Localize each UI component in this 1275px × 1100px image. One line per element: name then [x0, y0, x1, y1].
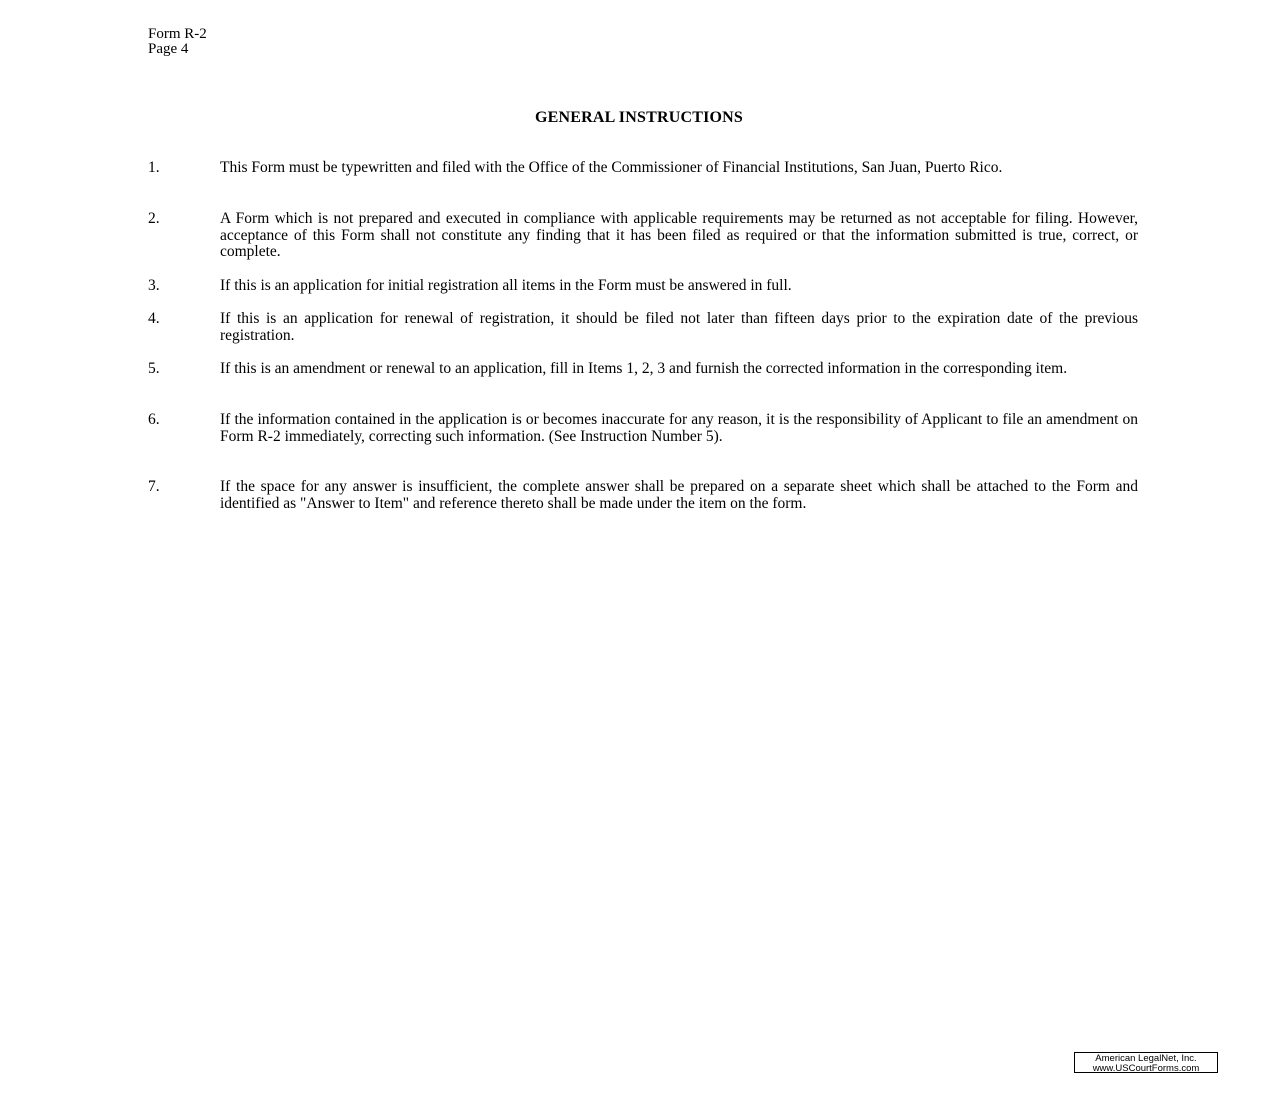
instruction-number: 7. [148, 478, 160, 495]
publisher-stamp [1074, 1052, 1218, 1073]
publisher-url: www.USCourtForms.com [1092, 1063, 1200, 1074]
instruction-text: If this is an application for initial registration all items in the Form must be answered in full. [220, 277, 792, 294]
instruction-text: A Form which is not prepared and executed in compliance with applicable requirements may be returned as not acceptable for filing. However, acceptance of this Form shall not constitute any finding that it has been filed as required or that the information submitted is true, correct, or complete. [220, 210, 1138, 260]
instruction-text: If the space for any answer is insufficient, the complete answer shall be prepared on a separate sheet which shall be attached to the Form and identified as "Answer to Item" and reference thereto shall be made under the item on the form. [220, 478, 1138, 512]
instruction-text: If this is an amendment or renewal to an application, fill in Items 1, 2, 3 and furnish the corrected information in the corresponding item. [220, 360, 1068, 377]
instruction-text: If the information contained in the application is or becomes inaccurate for any reason, it is the responsibility of Applicant to file an amendment on Form R-2 immediately, correcting such information. (See Instruction Number 5). [220, 411, 1138, 445]
page-number: Page 4 [148, 41, 189, 57]
instruction-number: 1. [148, 159, 160, 176]
instruction-number: 6. [148, 411, 160, 428]
page-header [148, 27, 207, 57]
instruction-number: 5. [148, 360, 160, 377]
publisher-name: American LegalNet, Inc. [1095, 1053, 1197, 1064]
instruction-number: 2. [148, 210, 160, 227]
instruction-text: If this is an application for renewal of registration, it should be filed not later than fifteen days prior to the expiration date of the previous registration. [220, 310, 1138, 344]
page-title: GENERAL INSTRUCTIONS [534, 109, 744, 126]
form-id: Form R-2 [148, 26, 207, 42]
instruction-number: 3. [148, 277, 160, 294]
instruction-number: 4. [148, 310, 160, 327]
instruction-text: This Form must be typewritten and filed with the Office of the Commissioner of Financial Institutions, San Juan, Puerto Rico. [220, 159, 1003, 176]
